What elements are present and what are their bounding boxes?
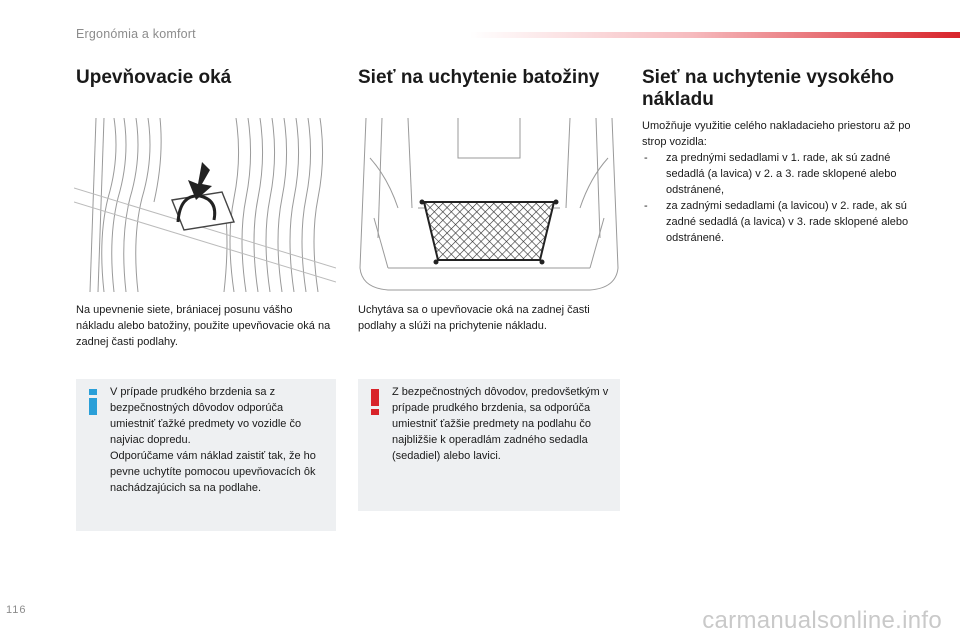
header-accent-bar	[470, 32, 960, 38]
warning-text: Z bezpečnostných dôvodov, predovšetkým v prípade prudkého brzdenia, sa odporúča umiestniť ťažšie predmety na podlahu čo najbližšie k operadlám zadného sedadla (sedadiel) alebo lavici.	[392, 386, 609, 462]
section-label: Ergonómia a komfort	[76, 27, 196, 41]
info-box	[76, 379, 336, 531]
list-item	[642, 150, 912, 198]
info-text-1: V prípade prudkého brzdenia sa z bezpečnostných dôvodov odporúča umiestniť ťažké predmety vo vozidle čo najviac dopredu.	[110, 386, 302, 446]
info-icon	[86, 387, 100, 417]
title-luggage-net: Sieť na uchytenie batožiny	[358, 67, 600, 88]
luggage-net-description: Uchytáva sa o upevňovacie oká na zadnej časti podlahy a slúži na prichytenie nákladu.	[358, 304, 590, 332]
title-high-load-net: Sieť na uchytenie vysokého nákladu	[642, 67, 894, 110]
page-number: 116	[6, 604, 27, 616]
high-load-net-intro: Umožňuje využitie celého nakladacieho priestoru až po strop vozidla:	[642, 120, 911, 148]
watermark: carmanualsonline.info	[702, 607, 942, 634]
list-item-text: za prednými sedadlami v 1. rade, ak sú zadné sedadlá (a lavica) v 2. a 3. rade sklopené alebo odstránené,	[666, 152, 897, 196]
anchor-ring-illustration	[74, 118, 336, 292]
list-item-text: za zadnými sedadlami (a lavicou) v 2. rade, ak sú zadné sedadlá (a lavica) v 3. rade sklopené alebo odstránené.	[666, 200, 909, 244]
list-item	[642, 198, 912, 246]
luggage-net-illustration	[358, 118, 620, 292]
list-dash: -	[644, 152, 648, 164]
list-dash: -	[644, 200, 648, 212]
title-anchor-rings: Upevňovacie oká	[76, 67, 232, 88]
anchor-rings-description: Na upevnenie siete, brániacej posunu vášho nákladu alebo batožiny, použite upevňovacie oká na zadnej časti podlahy.	[76, 304, 331, 348]
info-text-2: Odporúčame vám náklad zaistiť tak, že ho pevne uchytíte pomocou upevňovacích ôk nachádzajúcich sa na podlahe.	[110, 450, 316, 494]
high-load-net-list	[642, 150, 912, 246]
warning-box	[358, 379, 620, 511]
warning-icon	[368, 387, 382, 417]
high-load-net-description	[642, 118, 912, 246]
